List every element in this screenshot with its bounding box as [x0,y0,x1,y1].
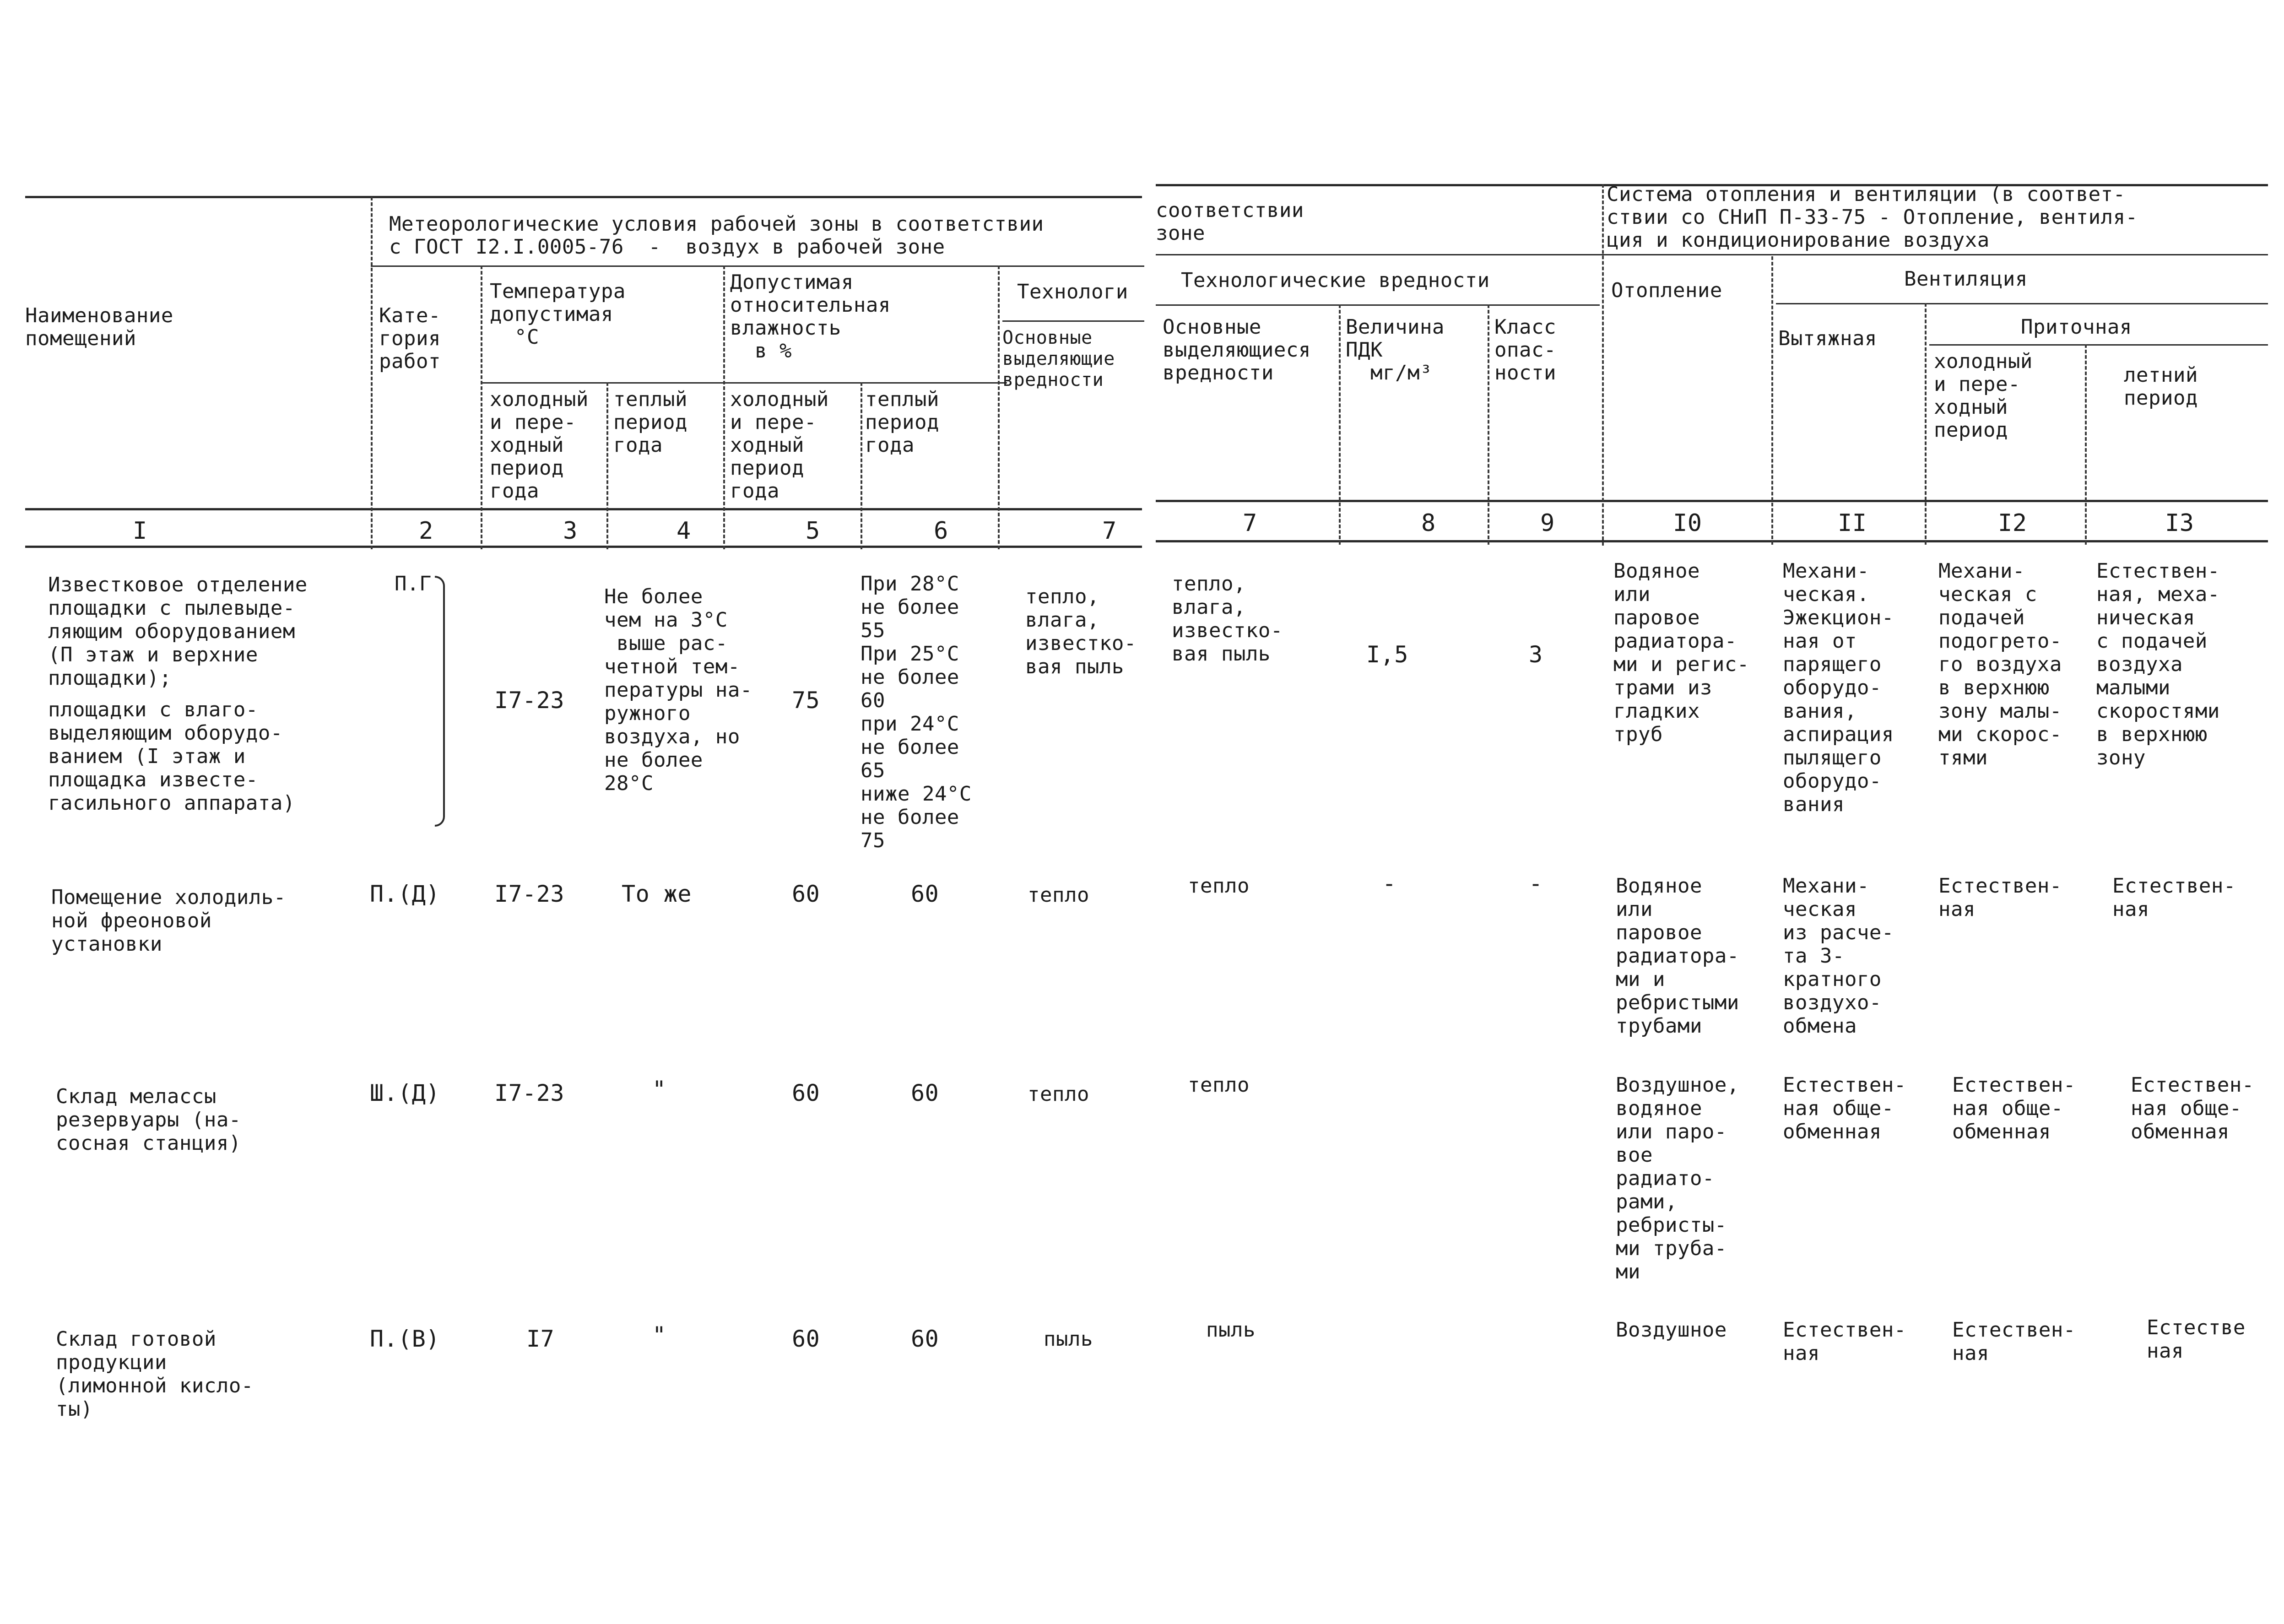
col-num-6: 6 [934,517,948,545]
header-temp-teplyi: теплый период года [613,388,687,457]
header-kategoriya: Кате- гория работ [379,304,441,373]
row2-name: Помещение холодиль- ной фреоновой установки [51,886,286,956]
header-temp-kholodnyi: холодный и пере- ходный период года [490,388,589,503]
row2-kategoriya: П.(Д) [370,881,440,907]
row2-vl-cold: 60 [792,881,820,907]
col-num-8: 8 [1421,509,1436,537]
header-pritochnaya-kholodnyi: холодный и пере- ходный период [1934,350,2033,442]
row2-temp-warm: То же [622,881,692,907]
col-divider-2 [481,265,482,549]
number-row-rule-right [1156,540,2268,542]
header-sistema: Система отопления и вентиляции (в соответ- ствии со СНиП П-33-75 - Отопление, вентиля- ция и кондиционирование воздуха [1607,183,2138,252]
row2-temp-cold: I7-23 [494,881,565,907]
row2-pritochnaya-summer: Естествен- ная [2112,874,2236,921]
row3-osnovnye: тепло [1188,1073,1250,1097]
col-num-7-left: 7 [1102,517,1117,545]
col-divider-1 [371,197,373,549]
header-vl-teplyi: теплый период года [865,388,939,457]
row1-vl-cold: 75 [792,687,820,714]
col-num-13: I3 [2165,509,2194,537]
header-rule-left-1 [371,265,1144,267]
row3-pritochnaya-summer: Естествен- ная обще- обменная [2131,1073,2254,1143]
row1-vytyazhnaya: Механи- ческая. Эжекцион- ная от парящего оборудо- вания, аспирация пылящего оборудо- вания [1783,559,1894,816]
col-divider-12 [2085,344,2087,545]
header-rule-right-1 [1156,254,2268,255]
row3-pritochnaya-cold: Естествен- ная обще- обменная [1952,1073,2076,1143]
col-num-9: 9 [1540,509,1555,537]
header-vl-kholodnyi: холодный и пере- ходный период года [730,388,829,503]
col-divider-11 [1925,303,1927,545]
row4-temp-cold: I7 [526,1326,555,1352]
row2-pdk: - [1382,870,1396,897]
col-num-3: 3 [563,517,578,545]
col-divider-4 [723,265,725,549]
header-otoplenie: Отопление [1611,279,1722,302]
row2-vl-warm: 60 [911,881,939,907]
header-rule-right-3 [1776,303,2268,304]
row1-name-b: площадки с влаго- выделяющим оборудо- ванием (I этаж и площадка известе- гасильного аппарата) [48,698,295,815]
header-rule-left-2 [481,382,1007,384]
row1-pdk: I,5 [1366,641,1408,668]
col-num-4: 4 [677,517,691,545]
row3-osnovnye-left: тепло [1028,1083,1089,1106]
row1-brace [435,576,445,827]
row4-temp-warm: " [652,1322,666,1348]
row4-pritochnaya-cold: Естествен- ная [1952,1318,2076,1365]
row3-temp-warm: " [652,1076,666,1103]
row3-name: Склад мелассы резервуары (на- сосная станция) [56,1085,241,1155]
header-vlazhnost: Допустимая относительная влажность в % [730,271,891,363]
row2-otoplenie: Водяное или паровое радиатора- ми и ребристыми трубами [1616,874,1739,1038]
header-temperatura: Температура допустимая °С [490,280,626,349]
row2-vytyazhnaya: Механи- ческая из расче- та 3- кратного воздухо- обмена [1783,874,1894,1038]
header-letnii: летний период [2124,363,2198,410]
header-rule-left-3 [1002,320,1144,322]
col-num-7-right: 7 [1243,509,1257,537]
row4-vl-warm: 60 [911,1326,939,1352]
header-meteo-title: Метеорологические условия рабочей зоны в соответствии с ГОСТ I2.I.0005-76 - воздух в рабочей зоне [389,212,1044,259]
header-tekhnolog-left: Технологи [1017,280,1128,303]
row1-kategoriya: П.Г [395,572,432,595]
row1-temp-cold: I7-23 [494,687,565,714]
row2-klass: - [1529,870,1543,897]
row4-osnovnye-left: пыль [1044,1327,1093,1351]
row1-pritochnaya-summer: Естествен- ная, меха- ническая с подачей воздуха малыми скоростями в верхнюю зону [2096,559,2220,769]
header-meteo-title-cont: соответствии зоне [1156,199,1304,245]
header-rule-right-4 [1929,344,2268,346]
header-klass: Класс опас- ности [1494,315,1556,384]
row4-pritochnaya-summer: Естестве ная [2147,1316,2246,1363]
row1-pritochnaya-cold: Механи- ческая с подачей подогрето- го воздуха в верхнюю зону малы- ми скорос- тями [1938,559,2062,769]
row3-vl-warm: 60 [911,1080,939,1106]
col-divider-6 [998,265,1000,549]
row1-klass: 3 [1529,641,1543,668]
col-num-1: I [133,517,147,545]
row4-vytyazhnaya: Естествен- ная [1783,1318,1906,1365]
row1-vl-warm: При 28°С не более 55 При 25°С не более 60 при 24°С не более 65 ниже 24°С не более 75 [861,572,972,852]
header-vytyazhnaya: Вытяжная [1778,327,1877,350]
header-pritochnaya: Приточная [2021,315,2132,339]
col-num-5: 5 [806,517,820,545]
row1-name-a: Известковое отделение площадки с пылевыде- ляющим оборудованием (П этаж и верхние площадки); [48,573,308,690]
col-divider-3 [606,382,608,549]
row3-kategoriya: Ш.(Д) [370,1080,440,1106]
row4-osnovnye: пыль [1206,1318,1256,1342]
col-divider-5 [861,382,862,549]
header-osnovnye-left: Основные выделяющие вредности [1002,327,1115,390]
header-tekh-vrednosti: Технологические вредности [1181,269,1490,292]
col-num-2: 2 [419,517,433,545]
col-divider-8 [1488,304,1489,545]
row3-temp-cold: I7-23 [494,1080,565,1106]
row2-osnovnye-left: тепло [1028,883,1089,907]
col-num-12: I2 [1998,509,2027,537]
row1-osnovnye-left: тепло, влага, известко- вая пыль [1025,585,1137,678]
row4-vl-cold: 60 [792,1326,820,1352]
number-row-rule-left [25,546,1142,548]
row2-pritochnaya-cold: Естествен- ная [1938,874,2062,921]
col-divider-10 [1771,256,1773,545]
header-ventilyatsiya: Вентиляция [1904,267,2028,291]
row3-vl-cold: 60 [792,1080,820,1106]
col-num-11: II [1838,509,1867,537]
header-bottom-rule-right [1156,500,2268,502]
table-top-rule-left [25,196,1142,198]
row4-otoplenie: Воздушное [1616,1318,1727,1342]
row1-temp-warm: Не более чем на 3°С выше рас- четной тем- пературы на- ружного воздуха, но не более 28°С [604,585,752,795]
row4-name: Склад готовой продукции (лимонной кисло- ты) [56,1327,254,1421]
col-divider-9 [1602,184,1604,546]
row1-otoplenie: Водяное или паровое радиатора- ми и регис- трами из гладких труб [1613,559,1749,746]
header-osnovnye: Основные выделяющиеся вредности [1163,315,1311,384]
row3-otoplenie: Воздушное, водяное или паро- вое радиато- рами, ребристы- ми труба- ми [1616,1073,1739,1283]
row1-osnovnye: тепло, влага, известко- вая пыль [1172,572,1283,666]
header-velichina-pdk: Величина ПДК мг/м³ [1346,315,1445,384]
header-bottom-rule-left [25,508,1142,510]
row3-vytyazhnaya: Естествен- ная обще- обменная [1783,1073,1906,1143]
header-naimenovanie: Наименование помещений [25,304,173,350]
header-rule-right-2 [1156,304,1600,306]
col-divider-7 [1339,304,1341,545]
row2-osnovnye: тепло [1188,874,1250,898]
col-num-10: I0 [1673,509,1702,537]
row4-kategoriya: П.(В) [370,1326,440,1352]
